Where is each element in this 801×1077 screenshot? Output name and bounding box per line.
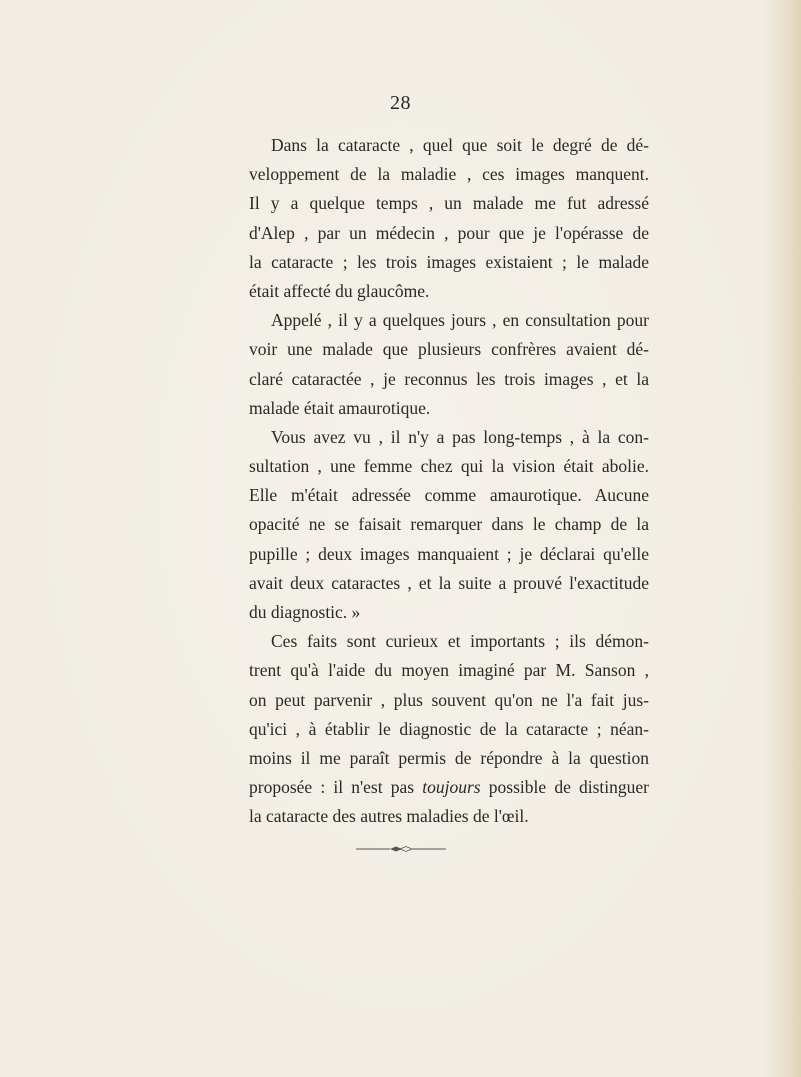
text-line: proposée : il n'est pas toujours possible de distinguer <box>249 777 649 798</box>
text-line: Ces faits sont curieux et importants ; ils démon- <box>271 631 649 652</box>
text-line: pupille ; deux images manquaient ; je déclarai qu'elle <box>249 543 649 564</box>
text-line: veloppement de la maladie , ces images manquent. <box>249 164 649 185</box>
page-edge-discoloration <box>761 0 801 1077</box>
text-line: Appelé , il y a quelques jours , en consultation pour <box>271 310 649 331</box>
text-line: la cataracte des autres maladies de l'œil. <box>249 806 529 827</box>
text-line: qu'ici , à établir le diagnostic de la cataracte ; néan- <box>249 718 649 739</box>
text-line: malade était amaurotique. <box>249 397 431 418</box>
text-line: claré cataractée , je reconnus les trois images , et la <box>249 368 649 389</box>
text-line: d'Alep , par un médecin , pour que je l'opérasse de <box>249 222 649 243</box>
text-line: Il y a quelque temps , un malade me fut adressé <box>249 193 649 214</box>
text-line: la cataracte ; les trois images existaient ; le malade <box>249 251 649 272</box>
text-line: trent qu'à l'aide du moyen imaginé par M. Sanson , <box>249 660 649 681</box>
end-ornament <box>0 842 801 857</box>
ornament-rule-icon <box>356 845 446 853</box>
text-line: moins il me paraît permis de répondre à la question <box>249 747 649 768</box>
text-line: du diagnostic. » <box>249 602 361 622</box>
text-line: sultation , une femme chez qui la vision était abolie. <box>249 456 649 477</box>
text-line: Dans la cataracte , quel que soit le degré de dé- <box>271 135 649 155</box>
text-line: on peut parvenir , plus souvent qu'on ne l'a fait jus- <box>249 689 649 710</box>
emphasis-word: toujours <box>422 777 481 798</box>
text-line: opacité ne se faisait remarquer dans le champ de la <box>249 514 649 535</box>
text-line: était affecté du glaucôme. <box>249 280 430 301</box>
text-line: Elle m'était adressée comme amaurotique. Aucune <box>249 485 649 506</box>
text-line: avait deux cataractes , et la suite a prouvé l'exactitude <box>249 572 649 593</box>
text-line: Vous avez vu , il n'y a pas long-temps , à la con- <box>271 426 649 447</box>
body-text <box>249 131 649 832</box>
text-line: voir une malade que plusieurs confrères avaient dé- <box>249 339 649 360</box>
page-number: 28 <box>390 92 411 114</box>
